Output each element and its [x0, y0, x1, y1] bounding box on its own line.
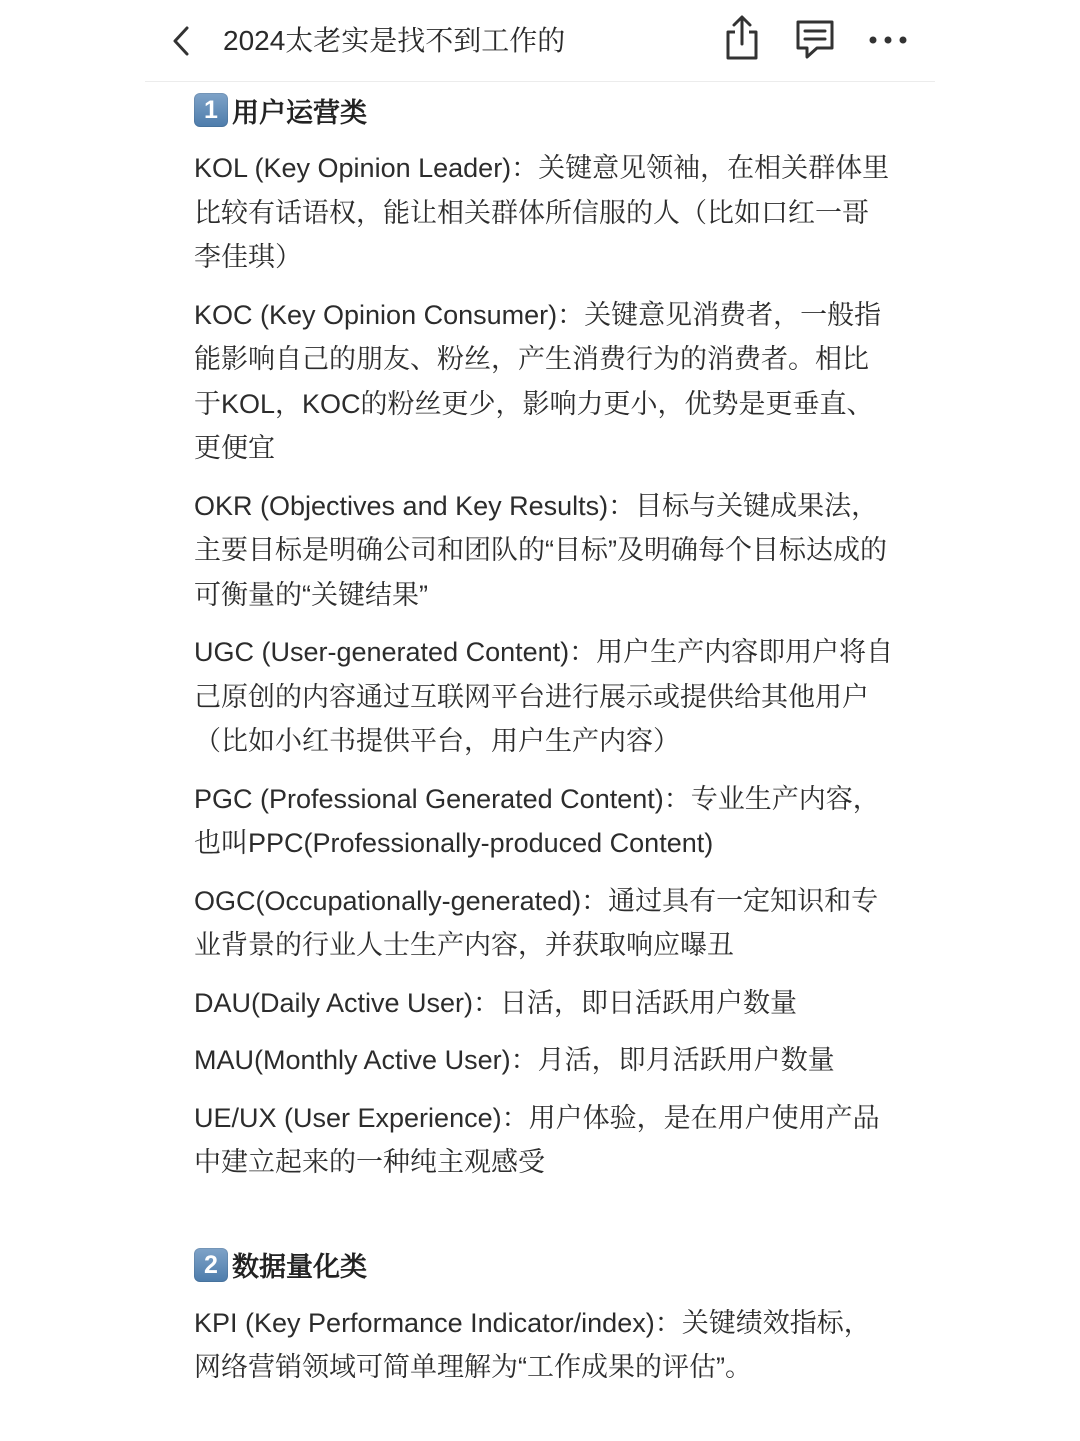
chevron-left-icon[interactable]: [167, 22, 197, 60]
number-badge: 2: [194, 1248, 228, 1282]
term-okr: OKR (Objectives and Key Results)：目标与关键成果法，主要目标是明确公司和团队的“目标”及明确每个目标达成的可衡量的“关键结果”: [194, 490, 887, 610]
top-navigation-bar: [145, 0, 935, 82]
number-badge: 1: [194, 93, 228, 127]
share-icon[interactable]: [723, 14, 761, 62]
term-kpi: KPI (Key Performance Indicator/index)：关键绩效指标，网络营销领域可简单理解为“工作成果的评估”。: [194, 1307, 871, 1382]
page-title: 2024太老实是找不到工作的: [223, 25, 566, 56]
comment-icon[interactable]: [793, 17, 837, 61]
term-ugc: UGC (User-generated Content)：用户生产内容即用户将自己原创的内容通过互联网平台进行展示或提供给其他用户（比如小红书提供平台，用户生产内容）: [194, 637, 894, 756]
section-title: 用户运营类: [232, 97, 367, 128]
article-content: [194, 88, 894, 1390]
term-pgc: PGC (Professional Generated Content)：专业生产内容，也叫PPC(Professionally-produced Content): [194, 783, 880, 858]
term-dau: DAU(Daily Active User)：日活，即日活跃用户数量: [194, 987, 798, 1018]
section-heading-data-quantification: [194, 1243, 894, 1287]
section-title: 数据量化类: [232, 1252, 367, 1282]
section-heading-user-operations: [194, 88, 894, 132]
term-ue-ux: UE/UX (User Experience)：用户体验，是在用户使用产品中建立起来的一种纯主观感受: [194, 1102, 880, 1177]
term-mau: MAU(Monthly Active User)：月活，即月活跃用户数量: [194, 1045, 835, 1075]
more-icon[interactable]: [867, 25, 909, 55]
term-koc: KOC (Key Opinion Consumer)：关键意见消费者，一般指能影响自己的朋友、粉丝，产生消费行为的消费者。相比于KOL，KOC的粉丝更少，影响力更小，优势是更垂直、更便宜: [194, 299, 882, 463]
term-kol: KOL (Key Opinion Leader)：关键意见领袖，在相关群体里比较有话语权，能让相关群体所信服的人（比如口红一哥李佳琪）: [194, 153, 890, 272]
term-ogc: OGC(Occupationally-generated)：通过具有一定知识和专业背景的行业人士生产内容，并获取响应曝丑: [194, 885, 879, 960]
